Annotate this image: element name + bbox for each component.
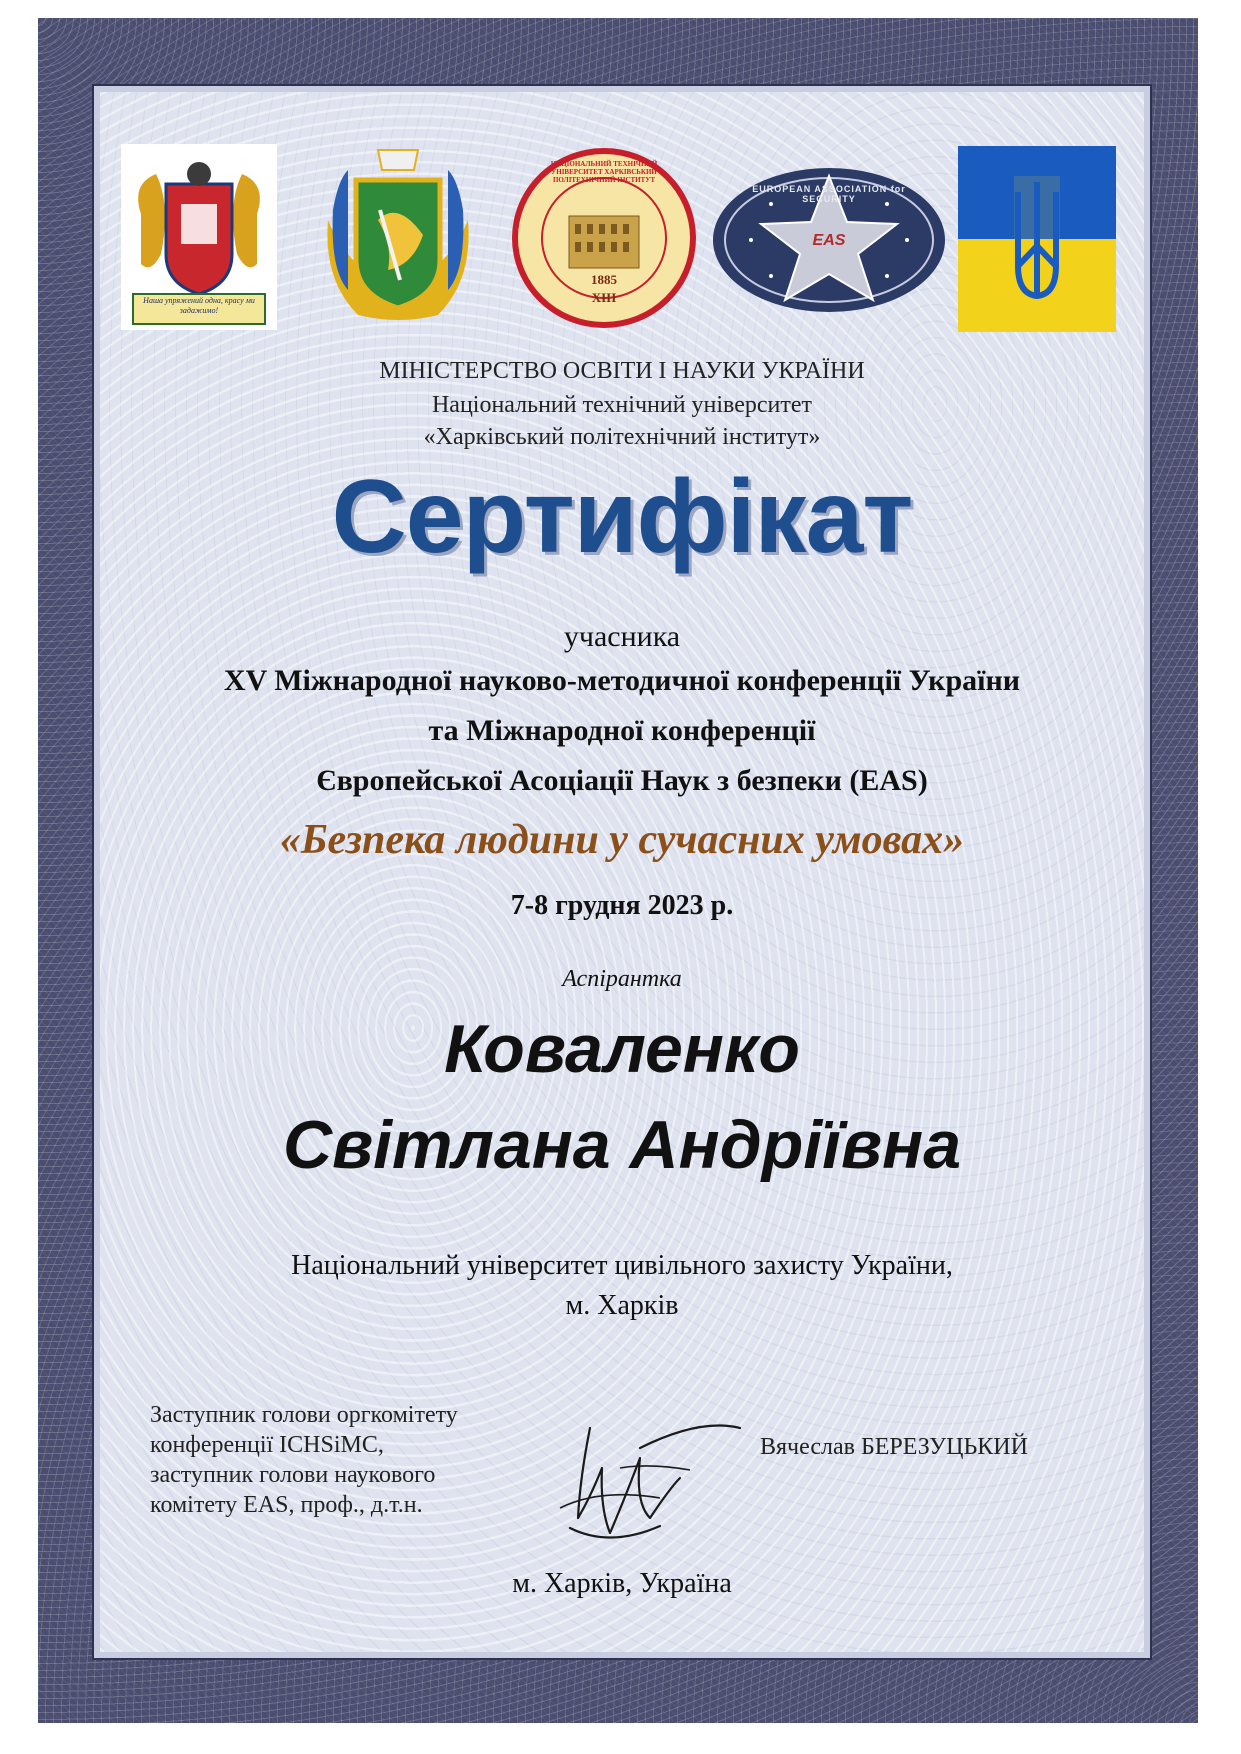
- regional-emblem-logo: [121, 144, 277, 330]
- university-name: Національний технічний університет: [431, 392, 813, 418]
- handwritten-signature: [530, 1408, 750, 1558]
- conference-dates: 7-8 грудня 2023 р.: [510, 890, 734, 921]
- recipient-given-names: Світлана Андріївна: [282, 1107, 962, 1183]
- recipient-surname: Коваленко: [444, 1011, 800, 1087]
- footer-location: м. Харків, Україна: [512, 1568, 732, 1599]
- eas-logo: [711, 166, 947, 314]
- ntu-seal-year: 1885: [591, 272, 617, 287]
- kharkiv-coat-of-arms-logo: [318, 140, 478, 330]
- conference-line-2: та Міжнародної конференції: [428, 714, 816, 747]
- ntu-seal-roman: XIII: [591, 290, 617, 305]
- recipient-city: м. Харків: [565, 1290, 679, 1321]
- trident-icon: [958, 146, 1116, 332]
- certificate-title: Сертифікат: [331, 459, 913, 575]
- ntu-seal-text: НАЦІОНАЛЬНИЙ ТЕХНІЧНИЙ УНІВЕРСИТЕТ ХАРКІВСЬКИЙ ПОЛІТЕХНІЧНИЙ ІНСТИТУТ: [550, 160, 658, 184]
- signatory-title-line: конференції ICHSiMC,: [150, 1432, 384, 1458]
- university-quoted-name: «Харківський політехнічний інститут»: [423, 424, 821, 450]
- ministry-title: МІНІСТЕРСТВО ОСВІТИ І НАУКИ УКРАЇНИ: [379, 358, 865, 384]
- conference-theme: «Безпека людини у сучасних умовах»: [279, 817, 965, 863]
- ntu-khpi-seal-logo: [509, 146, 699, 330]
- recipient-role: Аспірантка: [562, 966, 682, 992]
- conference-line-3: Європейської Асоціації Наук з безпеки (EAS): [316, 764, 928, 797]
- signatory-title: [150, 1400, 550, 1520]
- emblem-caption: Наша упряжений одна, красу ми задажимо!: [143, 296, 255, 315]
- recipient-affiliation: Національний університет цивільного захисту України,: [291, 1250, 953, 1281]
- signatory-title-line: комітету EAS, проф., д.т.н.: [150, 1492, 423, 1518]
- signatory-name: Вячеслав БЕРЕЗУЦЬКИЙ: [760, 1434, 1028, 1460]
- eas-abbr: EAS: [812, 232, 846, 249]
- ukraine-flag-logo: [958, 146, 1116, 332]
- signatory-title-line: заступник голови наукового: [150, 1462, 436, 1488]
- participant-label: учасника: [563, 620, 681, 653]
- conference-line-1: XV Міжнародної науково-методичної конференції України: [223, 664, 1021, 697]
- eas-ring-text: EUROPEAN ASSOCIATION for SECURITY: [752, 184, 906, 204]
- signatory-title-line: Заступник голови оргкомітету: [150, 1402, 458, 1428]
